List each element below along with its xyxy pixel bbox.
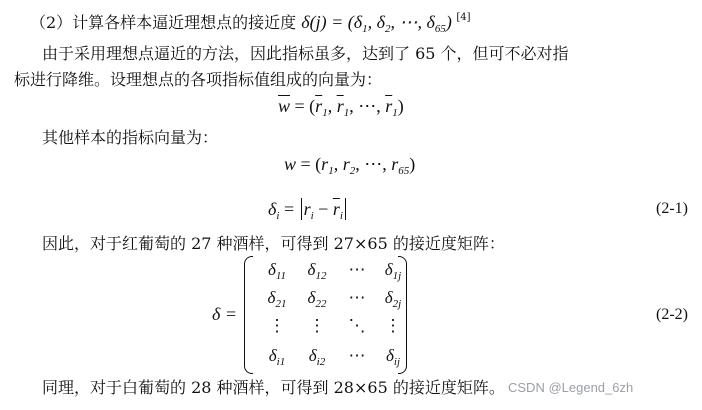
proximity-formula: $\delta(j) = (\delta_1$, $\delta_2$, ⋯, $\delta_{65}$) bbox=[301, 12, 452, 35]
matrix-entry: ⋮ bbox=[384, 316, 402, 335]
heading-text: （2）计算各样本逼近理想点的接近度 bbox=[30, 13, 297, 32]
matrix-entry: ⋯ bbox=[348, 288, 366, 307]
matrix-entry: $\delta_{11}$ bbox=[267, 260, 287, 282]
left-bracket bbox=[244, 256, 253, 374]
matrix-entry: $\delta_{22}$ bbox=[307, 288, 327, 310]
matrix-entry: ⋱ bbox=[348, 316, 366, 335]
ideal-vector-equation: $\overline{w} = (\overline{r}_1$, $\overline{r}_1$, ⋯, $\overline{r}_1$) bbox=[278, 96, 404, 119]
paragraph-line: 标进行降维。设理想点的各项指标值组成的向量为： bbox=[14, 70, 383, 89]
equation-2-1: $\delta_i = r_i - \overline{r}_i$ bbox=[268, 198, 348, 226]
matrix-entry: $\delta_{2j}$ bbox=[384, 288, 402, 310]
matrix-entry: ⋮ bbox=[268, 316, 286, 335]
watermark: CSDN @Legend_6zh bbox=[508, 380, 634, 395]
matrix-entry: ⋮ bbox=[308, 316, 326, 335]
paragraph-line: 由于采用理想点逼近的方法，因此指标虽多，达到了 65 个，但可不必对指 bbox=[42, 44, 569, 63]
sample-vector-equation: $w = (r_1$, $r_2$, ⋯, $r_{65}$) bbox=[284, 154, 416, 177]
equation-number: (2-2) bbox=[656, 306, 688, 323]
paragraph-line: 因此，对于红葡萄的 27 种酒样，可得到 27×65 的接近度矩阵： bbox=[42, 234, 505, 253]
citation-ref: [4] bbox=[456, 12, 471, 23]
matrix-entry: $\delta_{i2}$ bbox=[308, 346, 326, 368]
matrix-entry: $\delta_{21}$ bbox=[267, 288, 287, 310]
matrix-entry: $\delta_{ij}$ bbox=[385, 346, 401, 368]
matrix-lhs: δ = bbox=[212, 304, 238, 324]
proximity-matrix bbox=[216, 254, 416, 374]
matrix-entry: ⋯ bbox=[348, 260, 366, 279]
heading-line bbox=[30, 8, 471, 39]
matrix-entry: ⋯ bbox=[348, 346, 366, 365]
equation-number: (2-1) bbox=[656, 200, 688, 217]
matrix-entry: $\delta_{i1}$ bbox=[268, 346, 286, 368]
paragraph-line: 其他样本的指标向量为： bbox=[42, 128, 219, 147]
matrix-entry: $\delta_{1j}$ bbox=[384, 260, 402, 282]
matrix-entry: $\delta_{12}$ bbox=[307, 260, 327, 282]
paragraph-line: 同理，对于白葡萄的 28 种酒样，可得到 28×65 的接近度矩阵。 bbox=[42, 378, 505, 397]
